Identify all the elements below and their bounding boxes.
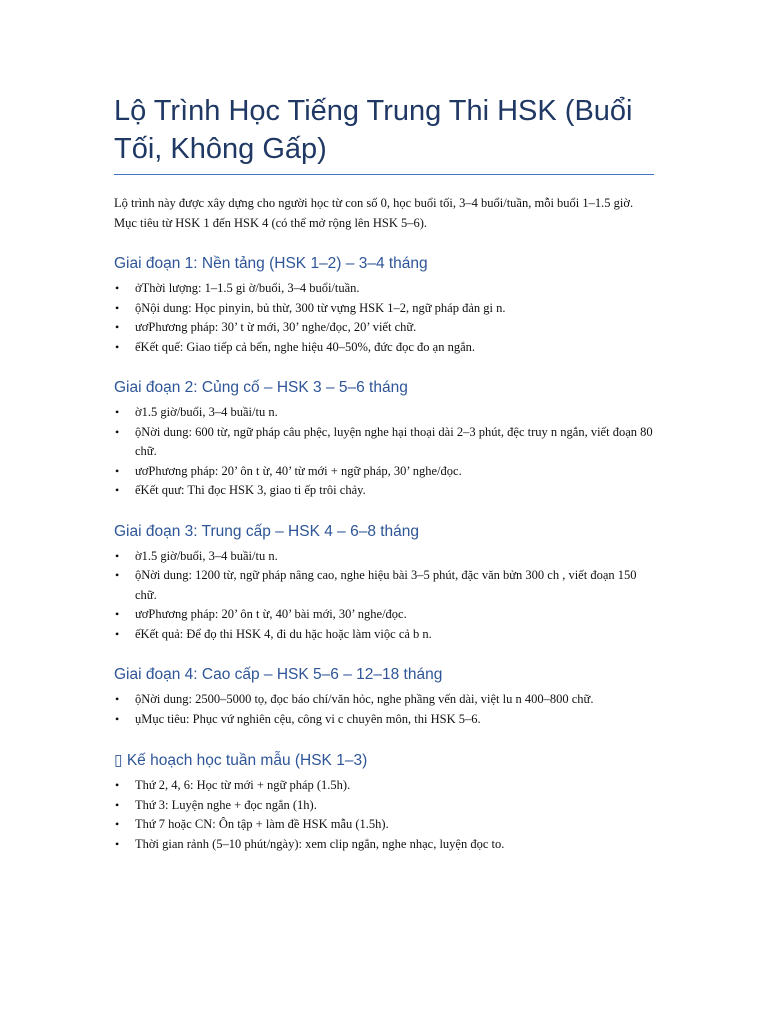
list-item (114, 776, 654, 796)
bullet-icon: • (115, 797, 120, 812)
list-item (114, 338, 654, 358)
list-item-text: ờ1.5 giờ/buổi, 3–4 buầi/tu n. (135, 405, 278, 419)
list-item-text: Thứ 3: Luyện nghe + đọc ngắn (1h). (135, 797, 317, 812)
list-item-text: ụMục tiêu: Phục vứ nghiên cệu, công vi c chuyên môn, thi HSK 5–6. (135, 711, 481, 726)
bullet-icon: • (115, 568, 120, 582)
section-heading: Giai đoạn 4: Cao cấp – HSK 5–6 – 12–18 tháng (114, 666, 443, 683)
list-item (114, 423, 654, 462)
section-heading: Giai đoạn 3: Trung cấp – HSK 4 – 6–8 tháng (114, 522, 420, 540)
bullet-icon: • (115, 483, 120, 497)
list-item-text: ộNời dung: 600 từ, ngữ pháp câu phệc, luyện nghe hại thoại dài 2–3 phút, đệc truy n ngắn, viết đoạn 80 chữ. (135, 424, 653, 458)
list-item (114, 796, 654, 816)
list-item (114, 710, 654, 730)
list-item (114, 403, 654, 423)
bullet-icon: • (115, 320, 120, 334)
section-heading: Giai đoạn 2: Củng cố – HSK 3 – 5–6 tháng (114, 379, 408, 396)
section-3 (114, 523, 654, 645)
bullet-icon: • (115, 626, 120, 641)
list-item (114, 835, 654, 855)
list-item-text: Thời gian rảnh (5–10 phút/ngày): xem clip ngắn, nghe nhạc, luyện đọc to. (135, 836, 505, 851)
list-item-text: ếKết quế: Giao tiếp cả bển, nghe hiệu 40–50%, đức đọc đo ạn ngắn. (135, 339, 476, 354)
document-title: Lộ Trình Học Tiếng Trung Thi HSK (Buổi Tối, Không Gấp) (114, 92, 654, 175)
sections-container (114, 255, 654, 854)
list-item (114, 299, 654, 319)
list-item (114, 481, 654, 501)
bullet-icon: • (115, 711, 120, 726)
bullet-icon: • (115, 692, 120, 706)
list-item (114, 605, 654, 625)
bullet-list (114, 279, 654, 357)
bullet-icon: • (115, 300, 120, 315)
bullet-icon: • (115, 778, 120, 792)
list-item-text: ờ1.5 giờ/buổi, 3–4 buầi/tu n. (135, 548, 278, 563)
bullet-list (114, 690, 654, 729)
list-item-text: ếKết quả: Để đọ thi HSK 4, đi du hặc hoặc làm viộc cả b n. (135, 626, 432, 641)
list-item (114, 318, 654, 338)
list-item (114, 625, 654, 645)
list-item (114, 815, 654, 835)
list-item-text: ươPhương pháp: 30’ t ừ mới, 30’ nghe/đọc, 20’ viết chữ. (135, 320, 417, 334)
list-item-text: ếKết quư: Thi đọc HSK 3, giao ti ếp trôi chảy. (135, 483, 366, 497)
bullet-icon: • (115, 281, 120, 295)
bullet-icon: • (115, 424, 120, 439)
bullet-list (114, 547, 654, 645)
bullet-list (114, 776, 654, 854)
section-1 (114, 255, 654, 357)
list-item (114, 279, 654, 299)
section-2 (114, 379, 654, 501)
bullet-icon: • (115, 607, 120, 621)
list-item-text: ộNời dung: 2500–5000 tọ, đọc báo chí/văn hỏc, nghe phầng vến dài, việt lu n 400–800 chữ. (135, 692, 594, 706)
list-item-text: Thứ 2, 4, 6: Học từ mới + ngữ pháp (1.5h). (135, 778, 351, 792)
list-item (114, 462, 654, 482)
list-item (114, 566, 654, 605)
bullet-icon: • (115, 817, 120, 831)
list-item-text: ộNời dung: 1200 từ, ngữ pháp nâng cao, nghe hiệu bài 3–5 phút, đặc văn bửn 300 ch , viết đoạn 150 chữ. (135, 568, 637, 602)
list-item-text: ươPhương pháp: 20’ ôn t ừ, 40’ bài mới, 30’ nghe/đọc. (135, 607, 407, 621)
list-item-text: ộNội dung: Học pinyin, bủ thừ, 300 từ vựng HSK 1–2, ngữ pháp đản gi n. (135, 300, 506, 315)
bullet-icon: • (115, 836, 120, 851)
list-item-text: ởThời lượng: 1–1.5 gi ờ/buổi, 3–4 buổi/tuần. (135, 281, 360, 295)
list-item (114, 690, 654, 710)
bullet-icon: • (115, 405, 120, 419)
list-item-text: Thứ 7 hoặc CN: Ôn tập + làm đề HSK mẫu (1.5h). (135, 817, 389, 831)
list-item (114, 547, 654, 567)
section-heading: Giai đoạn 1: Nền tảng (HSK 1–2) – 3–4 tháng (114, 255, 428, 272)
bullet-icon: • (115, 463, 120, 478)
bullet-icon: • (115, 339, 120, 354)
list-item-text: ươPhương pháp: 20’ ôn t ừ, 40’ từ mới + ngữ pháp, 30’ nghe/đọc. (135, 463, 462, 478)
section-4 (114, 666, 654, 729)
section-5 (114, 751, 654, 854)
bullet-list (114, 403, 654, 501)
section-heading: ▯ Kế hoạch học tuần mẫu (HSK 1–3) (114, 752, 368, 769)
intro-paragraph: Lộ trình này được xây dựng cho người học từ con số 0, học buổi tối, 3–4 buổi/tuần, mỗi buổi 1–1.5 giờ. Mục tiêu từ HSK 1 đến HSK 4 (có thể mở rộng lên HSK 5–6). (114, 196, 634, 230)
bullet-icon: • (115, 548, 120, 563)
